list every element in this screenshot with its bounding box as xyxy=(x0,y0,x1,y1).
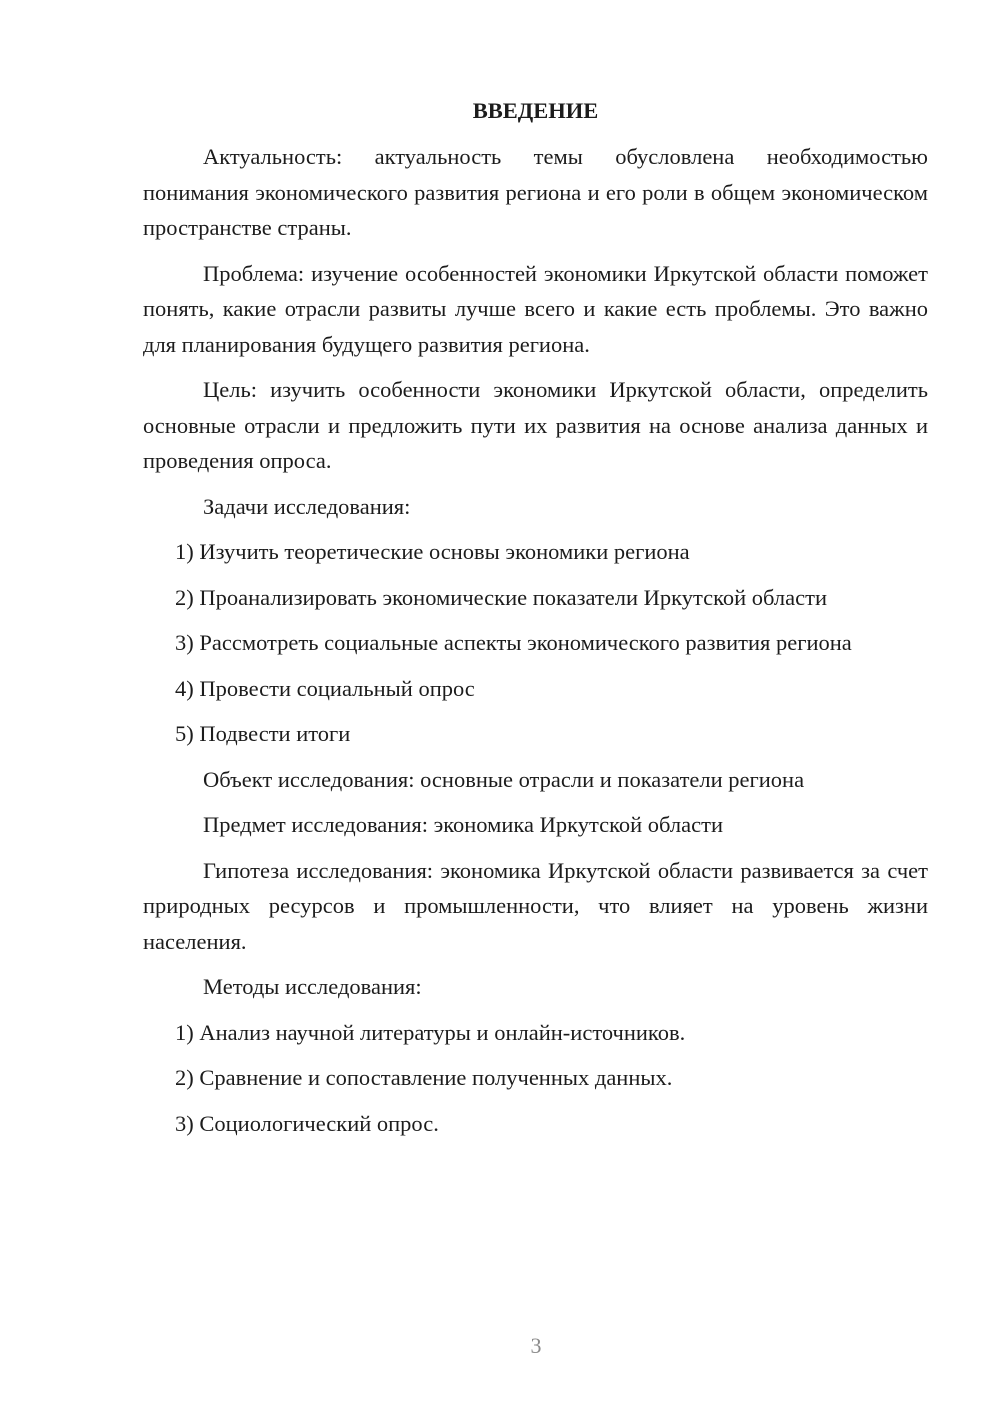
task-item: 5) Подвести итоги xyxy=(175,721,351,746)
methods-heading: Методы исследования: xyxy=(203,974,422,999)
task-item: 1) Изучить теоретические основы экономики региона xyxy=(175,539,690,564)
hypothesis-paragraph: Гипотеза исследования: экономика Иркутской области развивается за счет природных ресурсов и промышленности, что влияет на уровень жизни населения. xyxy=(143,857,928,954)
method-item: 1) Анализ научной литературы и онлайн-источников. xyxy=(175,1019,686,1045)
subject-paragraph: Предмет исследования: экономика Иркутской области xyxy=(203,812,723,837)
method-item: 2) Сравнение и сопоставление полученных данных. xyxy=(175,1065,673,1090)
section-title: ВВЕДЕНИЕ xyxy=(472,98,599,123)
task-item: 4) Провести социальный опрос xyxy=(175,675,475,701)
task-item: 2) Проанализировать экономические показатели Иркутской области xyxy=(175,584,827,610)
relevance-paragraph: Актуальность: актуальность темы обусловлена необходимостью понимания экономического развития региона и его роли в общем экономическом пространстве страны. xyxy=(143,144,928,240)
problem-paragraph: Проблема: изучение особенностей экономики Иркутской области поможет понять, какие отрасли развиты лучше всего и какие есть проблемы. Это важно для планирования будущего развития региона. xyxy=(143,260,928,357)
tasks-heading: Задачи исследования: xyxy=(203,493,411,519)
goal-paragraph: Цель: изучить особенности экономики Иркутской области, определить основные отрасли и предложить пути их развития на основе анализа данных и проведения опроса. xyxy=(143,377,928,473)
page-number: 3 xyxy=(530,1333,542,1358)
method-item: 3) Социологический опрос. xyxy=(175,1110,439,1136)
page-content xyxy=(143,96,928,1151)
task-item: 3) Рассмотреть социальные аспекты экономического развития региона xyxy=(175,630,852,655)
object-paragraph: Объект исследования: основные отрасли и показатели региона xyxy=(203,766,805,792)
